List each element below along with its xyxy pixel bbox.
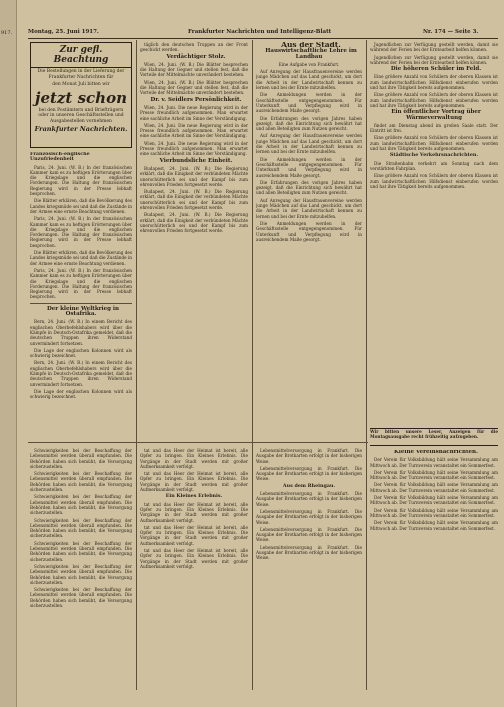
header-date: Montag, 25. Juni 1917. <box>28 29 99 35</box>
editorial-note <box>370 428 498 446</box>
column-2 <box>140 42 248 440</box>
adjacent-page-label: 917. <box>1 30 13 36</box>
ad-signature: Frankfurter Nachrichten. <box>34 125 128 133</box>
article-paragraph: Budapest, 24. Juni. (W. B.) Die Regierung erklärt, daß die Einigkeit der verbündeten Mächte unerschütterlich sei und der Kampf bis zum ehrenvollen Frieden fortgesetzt werde. <box>140 165 248 187</box>
article-paragraph: Paris, 24. Juni. (W. B.) In der französischen Kammer kam es zu heftigen Erörterungen über die Kriegslage und die englischen Forderungen. Die Haltung der französischen Regierung wird in der Presse lebhaft besprochen. <box>30 216 132 248</box>
article-paragraph: tat und das Heer der Heimat ist bereit, alle Opfer zu bringen. Ein Kleines Erlebnis. Die Vorgänge in der Stadt werden mit großer Aufmerksamkeit verfolgt. <box>140 471 248 493</box>
article-heading: Hauswirtschaftliche Lehre im Landbau <box>265 48 357 60</box>
article-paragraph: Lebensmittelversorgung in Frankfurt. Die Ausgabe der Brotkarten erfolgt in der bisherigen Weise. <box>256 508 362 525</box>
article-paragraph: Die Lage der englischen Kolonnen wird als schwierig bezeichnet. <box>30 347 132 359</box>
bottom-column-1 <box>30 448 132 688</box>
bottom-column-3 <box>256 448 362 688</box>
article-heading: Verdächtiger Stolz. <box>166 53 226 60</box>
column-rule <box>136 40 137 690</box>
subscription-ad <box>30 42 132 148</box>
article-heading: Französisch-englische Unzufriedenheit <box>30 152 90 163</box>
article-paragraph: Die Erfahrungen des vorigen Jahres haben gezeigt, daß die Einrichtung sich bewährt hat und allen Beteiligten zum Nutzen gereicht. <box>256 115 362 132</box>
article-paragraph: Lebensmittelversorgung in Frankfurt. Die Ausgabe der Brotkarten erfolgt in der bisherigen Weise. <box>256 526 362 543</box>
article-heading: Städtische Verkehrsnachrichten. <box>389 152 479 159</box>
column-4 <box>370 42 498 422</box>
article-paragraph: Schwierigkeiten bei der Beschaffung der Lebensmittel werden überall empfunden. Die Behörden haben sich bemüht, die Versorgung sicherzustellen. <box>30 587 132 609</box>
article-paragraph: tat und das Heer der Heimat ist bereit, alle Opfer zu bringen. Ein Kleines Erlebnis. Die Vorgänge in der Stadt werden mit großer Aufmerksamkeit verfolgt. <box>140 501 248 523</box>
section-divider <box>28 442 368 443</box>
article-paragraph: Die Erfahrungen des vorigen Jahres haben gezeigt, daß die Einrichtung sich bewährt hat und allen Beteiligten zum Nutzen gereicht. <box>256 179 362 196</box>
ad-line-1: Die Bestellungen in der Lieferung der Frankfurter Nachrichten für <box>37 69 125 80</box>
column-3 <box>256 42 362 440</box>
header-page-number: Nr. 174 — Seite 3. <box>423 29 479 35</box>
bottom-column-4 <box>370 450 498 688</box>
column-1 <box>30 152 132 440</box>
article-paragraph: Wien, 24. Juni. Die neue Regierung wird in der Presse freundlich aufgenommen. Man erwartet eine sachliche Arbeit im Sinne der Verständigung. <box>140 104 248 121</box>
article-paragraph: Lebensmittelversorgung in Frankfurt. Die Ausgabe der Brotkarten erfolgt in der bisherigen Weise. <box>256 544 362 561</box>
article-paragraph: Auf Anregung der Hausfrauenvereine werden junge Mädchen auf das Land geschickt, um dort die Arbeit in der Landwirtschaft kennen zu lernen und bei der Ernte mitzuhelfen. <box>256 197 362 219</box>
article-paragraph: Auf Anregung der Hausfrauenvereine werden junge Mädchen auf das Land geschickt, um dort die Arbeit in der Landwirtschaft kennen zu lernen und bei der Ernte mitzuhelfen. <box>256 69 362 91</box>
article-paragraph: Auf Anregung der Hausfrauenvereine werden junge Mädchen auf das Land geschickt, um dort die Arbeit in der Landwirtschaft kennen zu lernen und bei der Ernte mitzuhelfen. <box>256 133 362 155</box>
article-paragraph: Jugendlichen zur Verfügung gestellt werden, damit sie während der Ferien bei der Erntearbeit helfen können. <box>370 54 498 65</box>
article-subheading: Eine Aufgabe von Frankfurt. <box>278 61 340 67</box>
article-paragraph: Eine größere Anzahl von Schülern der oberen Klassen ist zum landwirtschaftlichen Hilfsdienst einberufen worden und hat ihre Tätigkeit bereits aufgenommen. <box>370 173 498 189</box>
article-paragraph: Schwierigkeiten bei der Beschaffung der Lebensmittel werden überall empfunden. Die Behörden haben sich bemüht, die Versorgung sicherzustellen. <box>30 517 132 539</box>
article-heading: Kleine Vereinsnachrichten. <box>394 450 478 455</box>
article-paragraph: Schwierigkeiten bei der Beschaffung der Lebensmittel werden überall empfunden. Die Behörden haben sich bemüht, die Versorgung sicherzustellen. <box>30 494 132 516</box>
article-heading: Vierbundsliche Einheit. <box>159 157 233 164</box>
article-paragraph: Wien, 24. Juni. (W. B.) Die Blätter besprechen die Haltung der Gegner und stellen fest, daß die Vorteile der Mittelmächte unverändert bestehen. <box>140 79 248 96</box>
article-paragraph: findet am Dienstag abend im großen Saale statt. Der Eintritt ist frei. <box>370 122 498 134</box>
article-paragraph: Die Anmeldungen werden in der Geschäftsstelle entgegengenommen. Für Unterkunft und Verpflegung wird in ausreichendem Maße gesorgt. <box>256 156 362 178</box>
article-paragraph: Eine größere Anzahl von Schülern der oberen Klassen ist zum landwirtschaftlichen Hilfsdienst einberufen worden und hat ihre Tätigkeit bereits aufgenommen. <box>370 74 498 91</box>
article-heading: Aus dem Rheingau. <box>282 482 336 489</box>
article-paragraph: Jugendlichen zur Verfügung gestellt werden, damit sie während der Ferien bei der Erntearbeit helfen können. <box>370 42 498 53</box>
article-paragraph: Bern, 24. Juni. (W. B.) In einem Bericht des englischen Oberbefehlshabers wird über die Kämpfe in Deutsch-Ostafrika gemeldet, daß die deutschen Truppen ihren Widerstand unvermindert fortsetzen. <box>30 319 132 346</box>
page-header <box>28 28 498 39</box>
article-heading: Der kleine Weltkrieg in Ostafrika. <box>47 305 119 318</box>
editorial-note-text: Wir bitten unsere Leser, Anzeigen für die Montagsausgabe recht frühzeitig aufzugeben. <box>370 429 498 440</box>
article-paragraph: Schwierigkeiten bei der Beschaffung der Lebensmittel werden überall empfunden. Die Behörden haben sich bemüht, die Versorgung sicherzustellen. <box>30 540 132 562</box>
article-divider <box>30 303 132 304</box>
article-heading: Die höheren Schüler im Feld. <box>390 66 482 73</box>
article-paragraph: Der Verein für Volksbildung hält seine Versammlung am Mittwoch ab. Der Turnverein veranstaltet ein Sommerfest. <box>370 520 498 531</box>
ad-line-2: den Monat Juli bitten wir <box>52 82 110 87</box>
article-paragraph: Der Verein für Volksbildung hält seine Versammlung am Mittwoch ab. Der Turnverein veranstaltet ein Sommerfest. <box>370 507 498 518</box>
article-paragraph: Wien, 24. Juni. Die neue Regierung wird in der Presse freundlich aufgenommen. Man erwartet eine sachliche Arbeit im Sinne der Verständigung. <box>140 140 248 157</box>
ad-title: Zur gefl. Beachtung <box>31 43 131 68</box>
article-paragraph: Eine größere Anzahl von Schülern der oberen Klassen ist zum landwirtschaftlichen Hilfsdienst einberufen worden und hat ihre Tätigkeit bereits aufgenommen. <box>370 92 498 108</box>
article-paragraph: Lebensmittelversorgung in Frankfurt. Die Ausgabe der Brotkarten erfolgt in der bisherigen Weise. <box>256 448 362 464</box>
article-paragraph: tat und das Heer der Heimat ist bereit, alle Opfer zu bringen. Ein Kleines Erlebnis. Die Vorgänge in der Stadt werden mit großer Aufmerksamkeit verfolgt. <box>140 548 248 569</box>
article-paragraph: Die Straßenbahn verkehrt am Sonntag nach dem verstärkten Fahrplan. <box>370 160 498 171</box>
article-paragraph: Der Verein für Volksbildung hält seine Versammlung am Mittwoch ab. Der Turnverein veranstaltet ein Sommerfest. <box>370 482 498 493</box>
article-paragraph: Budapest, 24. Juni. (W. B.) Die Regierung erklärt, daß die Einigkeit der verbündeten Mächte unerschütterlich sei und der Kampf bis zum ehrenvollen Frieden fortgesetzt werde. <box>140 212 248 234</box>
article-paragraph: Der Verein für Volksbildung hält seine Versammlung am Mittwoch ab. Der Turnverein veranstaltet ein Sommerfest. <box>370 495 498 506</box>
article-heading: Dr. v. Seidlers Persönlichkeit. <box>150 96 242 103</box>
article-paragraph: Schwierigkeiten bei der Beschaffung der Lebensmittel werden überall empfunden. Die Behörden haben sich bemüht, die Versorgung sicherzustellen. <box>30 563 132 585</box>
column-rule <box>366 40 367 690</box>
bottom-column-2 <box>140 448 248 688</box>
article-paragraph: Die Blätter erklären, daß die Bevölkerung des Landes kriegsmüde sei und daß die Zustände in der Armee eine ernste Beachtung verdienen. <box>30 198 132 214</box>
article-paragraph: Lebensmittelversorgung in Frankfurt. Die Ausgabe der Brotkarten erfolgt in der bisherigen Weise. <box>256 491 362 507</box>
article-paragraph: Wien, 24. Juni. Die neue Regierung wird in der Presse freundlich aufgenommen. Man erwartet eine sachliche Arbeit im Sinne der Verständigung. <box>140 122 248 139</box>
article-paragraph: Der Verein für Volksbildung hält seine Versammlung am Mittwoch ab. Der Turnverein veranstaltet ein Sommerfest. <box>370 457 498 468</box>
adjacent-page-edge <box>0 0 17 707</box>
article-paragraph: Paris, 24. Juni. (W. B.) In der französischen Kammer kam es zu heftigen Erörterungen über die Kriegslage und die englischen Forderungen. Die Haltung der französischen Regierung wird in der Presse lebhaft besprochen. <box>30 267 132 300</box>
article-paragraph: Wien, 24. Juni. (W. B.) Die Blätter besprechen die Haltung der Gegner und stellen fest, daß die Vorteile der Mittelmächte unverändert bestehen. <box>140 61 248 78</box>
section-heading: Aus der Stadt. <box>281 42 341 49</box>
article-heading: Ein öffentlicher Vortrag über Wärmeverwaltung <box>391 109 481 121</box>
article-paragraph: Schwierigkeiten bei der Beschaffung der Lebensmittel werden überall empfunden. Die Behörden haben sich bemüht, die Versorgung sicherzustellen. <box>30 471 132 493</box>
ad-line-3: bei den Postämtern und Briefträgern oder in unseren Geschäftsstellen und Ausgabestellen vornehmen <box>38 107 124 124</box>
article-heading: Ein Kleines Erlebnis. <box>165 493 223 500</box>
article-paragraph: tat und das Heer der Heimat ist bereit, alle Opfer zu bringen. Ein Kleines Erlebnis. Die Vorgänge in der Stadt werden mit großer Aufmerksamkeit verfolgt. <box>140 448 248 469</box>
ad-headline: jetzt schon <box>35 88 127 107</box>
article-paragraph: Budapest, 24. Juni. (W. B.) Die Regierung erklärt, daß die Einigkeit der verbündeten Mächte unerschütterlich sei und der Kampf bis zum ehrenvollen Frieden fortgesetzt werde. <box>140 189 248 211</box>
article-paragraph: Paris, 24. Juni. (W. B.) In der französischen Kammer kam es zu heftigen Erörterungen über die Kriegslage und die englischen Forderungen. Die Haltung der französischen Regierung wird in der Presse lebhaft besprochen. <box>30 164 132 197</box>
article-paragraph: tat und das Heer der Heimat ist bereit, alle Opfer zu bringen. Ein Kleines Erlebnis. Die Vorgänge in der Stadt werden mit großer Aufmerksamkeit verfolgt. <box>140 524 248 546</box>
article-paragraph: Schwierigkeiten bei der Beschaffung der Lebensmittel werden überall empfunden. Die Behörden haben sich bemüht, die Versorgung sicherzustellen. <box>30 448 132 469</box>
article-paragraph: Die Lage der englischen Kolonnen wird als schwierig bezeichnet. <box>30 388 132 400</box>
article-paragraph: Die Anmeldungen werden in der Geschäftsstelle entgegengenommen. Für Unterkunft und Verpflegung wird in ausreichendem Maße gesorgt. <box>256 220 362 242</box>
header-title: Frankfurter Nachrichten und Intelligenz-Blatt <box>188 29 332 35</box>
article-paragraph: Der Verein für Volksbildung hält seine Versammlung am Mittwoch ab. Der Turnverein veranstaltet ein Sommerfest. <box>370 469 498 481</box>
article-paragraph: Lebensmittelversorgung in Frankfurt. Die Ausgabe der Brotkarten erfolgt in der bisherigen Weise. <box>256 465 362 482</box>
article-paragraph: Die Blätter erklären, daß die Bevölkerung des Landes kriegsmüde sei und daß die Zustände in der Armee eine ernste Beachtung verdienen. <box>30 250 132 266</box>
article-paragraph: Eine größere Anzahl von Schülern der oberen Klassen ist zum landwirtschaftlichen Hilfsdienst einberufen worden und hat ihre Tätigkeit bereits aufgenommen. <box>370 135 498 152</box>
article-paragraph: täglich den deutschen Truppen an der Front geschickt werden. <box>140 42 248 53</box>
article-paragraph: Die Anmeldungen werden in der Geschäftsstelle entgegengenommen. Für Unterkunft und Verpflegung wird in ausreichendem Maße gesorgt. <box>256 92 362 114</box>
column-rule <box>252 40 253 690</box>
article-paragraph: Bern, 24. Juni. (W. B.) In einem Bericht des englischen Oberbefehlshabers wird über die Kämpfe in Deutsch-Ostafrika gemeldet, daß die deutschen Truppen ihren Widerstand unvermindert fortsetzen. <box>30 360 132 387</box>
